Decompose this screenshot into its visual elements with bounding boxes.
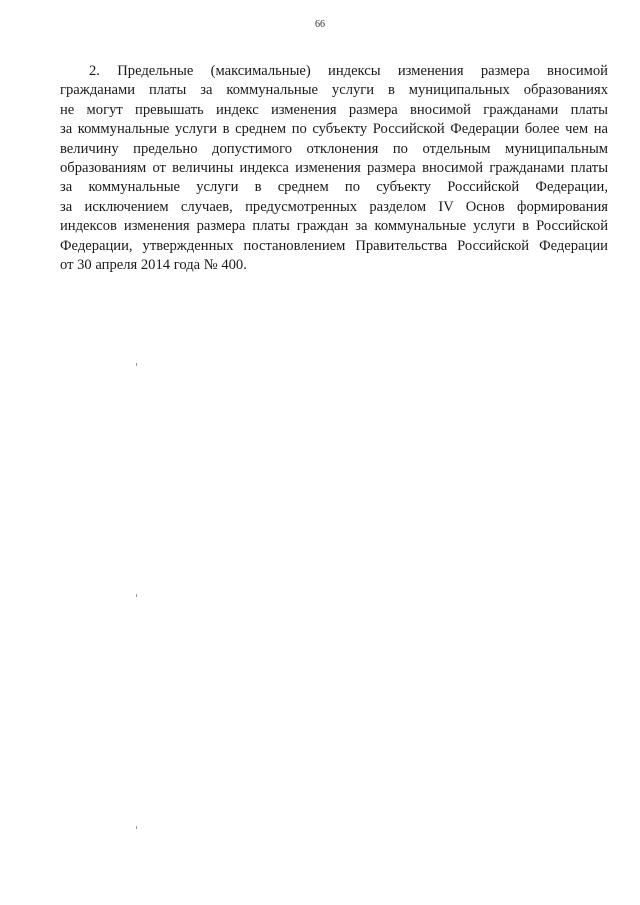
scan-speck — [136, 363, 137, 366]
paragraph-line: 2. Предельные (максимальные) индексы изменения размера вносимой — [89, 63, 608, 79]
page-number: 66 — [315, 19, 325, 30]
paragraph-line: за коммунальные услуги в среднем по субъекту Российской Федерации более чем на — [60, 121, 608, 138]
scan-speck — [136, 594, 137, 597]
paragraph-line: за исключением случаев, предусмотренных разделом IV Основ формирования — [60, 198, 608, 215]
paragraph-item-2 — [60, 62, 608, 275]
paragraph-line: Федерации, утвержденных постановлением Правительства Российской Федерации — [60, 237, 608, 254]
paragraph-line: величину предельно допустимого отклонения по отдельным муниципальным — [60, 140, 608, 157]
scan-speck — [136, 826, 137, 829]
paragraph-line: не могут превышать индекс изменения размера вносимой гражданами платы — [60, 101, 608, 118]
paragraph-line: гражданами платы за коммунальные услуги в муниципальных образованиях — [60, 82, 608, 99]
paragraph-line: образованиям от величины индекса изменения размера вносимой гражданами платы — [60, 160, 608, 177]
paragraph-line: за коммунальные услуги в среднем по субъекту Российской Федерации, — [60, 179, 608, 196]
paragraph-line: от 30 апреля 2014 года № 400. — [60, 257, 247, 274]
paragraph-line: индексов изменения размера платы граждан за коммунальные услуги в Российской — [60, 218, 608, 235]
